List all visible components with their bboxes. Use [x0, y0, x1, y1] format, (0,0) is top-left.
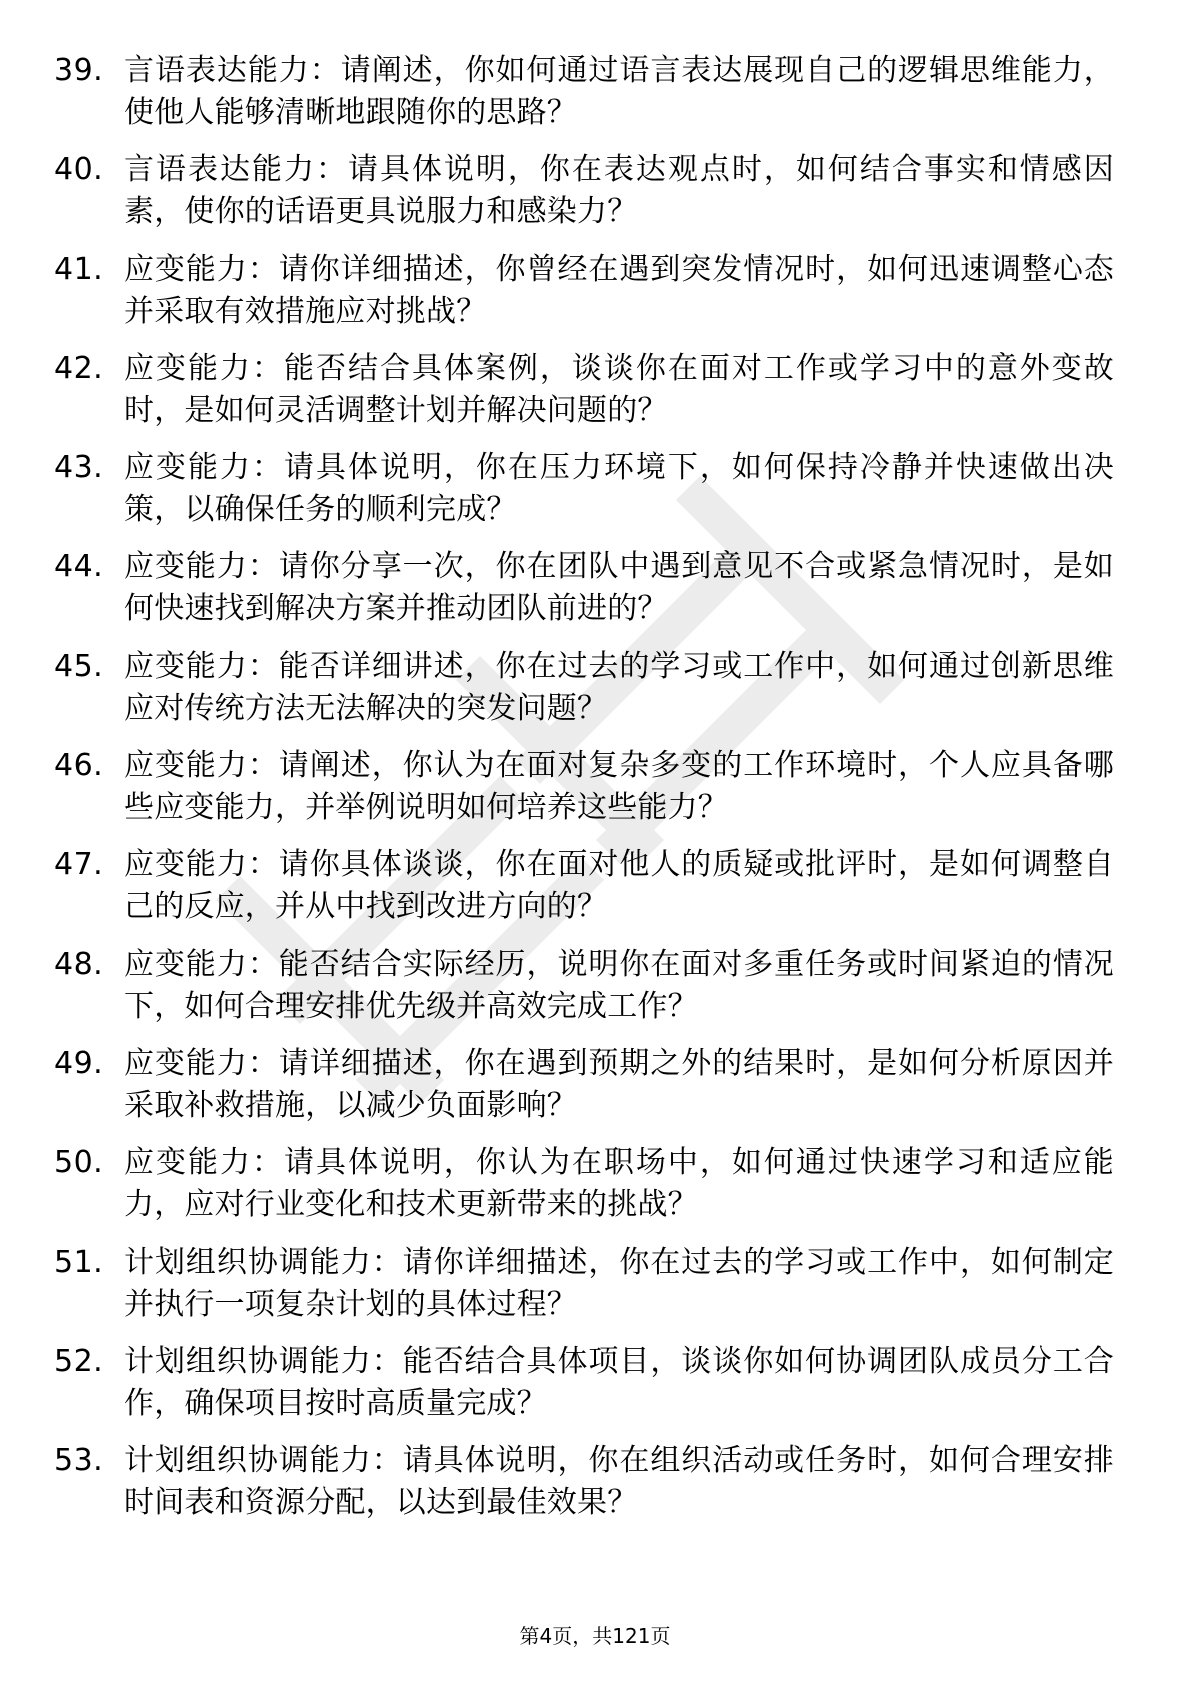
question-number: 48.: [54, 946, 104, 982]
question-item: [54, 1242, 1114, 1341]
question-number: 46.: [54, 748, 104, 784]
question-text: 应变能力：能否结合实际经历，说明你在面对多重任务或时间紧迫的情况下，如何合理安排优先级并高效完成工作？: [124, 946, 1114, 1024]
question-text: 计划组织协调能力：请具体说明，你在组织活动或任务时，如何合理安排时间表和资源分配，以达到最佳效果？: [124, 1443, 1114, 1521]
question-text: 应变能力：请你分享一次，你在团队中遇到意见不合或紧急情况时，是如何快速找到解决方案并推动团队前进的？: [124, 549, 1114, 627]
question-text: 言语表达能力：请阐述，你如何通过语言表达展现自己的逻辑思维能力，使他人能够清晰地跟随你的思路？: [124, 53, 1114, 130]
question-text: 计划组织协调能力：能否结合具体项目，谈谈你如何协调团队成员分工合作，确保项目按时高质量完成？: [124, 1343, 1114, 1421]
question-item: [54, 1043, 1114, 1142]
question-text: 应变能力：请详细描述，你在遇到预期之外的结果时，是如何分析原因并采取补救措施，以减少负面影响？: [124, 1045, 1114, 1123]
question-item: [54, 447, 1114, 546]
question-item: [54, 348, 1114, 447]
question-number: 43.: [54, 450, 104, 486]
question-number: 47.: [54, 847, 104, 883]
question-item: [54, 646, 1114, 745]
question-text: 应变能力：能否结合具体案例，谈谈你在面对工作或学习中的意外变故时，是如何灵活调整计划并解决问题的？: [124, 350, 1114, 428]
question-number: 49.: [54, 1045, 104, 1081]
question-item: [54, 844, 1114, 943]
question-number: 42.: [54, 350, 104, 386]
question-text: 应变能力：请阐述，你认为在面对复杂多变的工作环境时，个人应具备哪些应变能力，并举例说明如何培养这些能力？: [124, 748, 1114, 826]
question-number: 52.: [54, 1343, 104, 1379]
question-text: 应变能力：能否详细讲述，你在过去的学习或工作中，如何通过创新思维应对传统方法无法解决的突发问题？: [124, 648, 1114, 726]
question-text: 计划组织协调能力：请你详细描述，你在过去的学习或工作中，如何制定并执行一项复杂计划的具体过程？: [124, 1244, 1114, 1322]
question-list: [54, 50, 1114, 1539]
question-number: 50.: [54, 1145, 104, 1181]
question-number: 39.: [54, 53, 104, 88]
question-number: 40.: [54, 152, 104, 188]
question-text: 应变能力：请具体说明，你认为在职场中，如何通过快速学习和适应能力，应对行业变化和技术更新带来的挑战？: [124, 1145, 1114, 1223]
page-footer: 第4页，共121页: [519, 1624, 671, 1648]
question-number: 41.: [54, 251, 104, 287]
question-item: [54, 1440, 1114, 1539]
question-number: 51.: [54, 1244, 104, 1280]
question-item: [54, 50, 1114, 149]
question-item: [54, 745, 1114, 844]
question-text: 应变能力：请你具体谈谈，你在面对他人的质疑或批评时，是如何调整自己的反应，并从中找到改进方向的？: [124, 847, 1114, 925]
question-item: [54, 546, 1114, 645]
question-text: 应变能力：请具体说明，你在压力环境下，如何保持冷静并快速做出决策，以确保任务的顺利完成？: [124, 450, 1114, 528]
question-item: [54, 149, 1114, 248]
question-text: 应变能力：请你详细描述，你曾经在遇到突发情况时，如何迅速调整心态并采取有效措施应对挑战？: [124, 251, 1114, 329]
question-number: 44.: [54, 549, 104, 585]
question-number: 53.: [54, 1443, 104, 1479]
question-item: [54, 944, 1114, 1043]
question-number: 45.: [54, 648, 104, 684]
question-item: [54, 249, 1114, 348]
question-item: [54, 1341, 1114, 1440]
question-text: 言语表达能力：请具体说明，你在表达观点时，如何结合事实和情感因素，使你的话语更具说服力和感染力？: [124, 152, 1114, 230]
question-item: [54, 1142, 1114, 1241]
